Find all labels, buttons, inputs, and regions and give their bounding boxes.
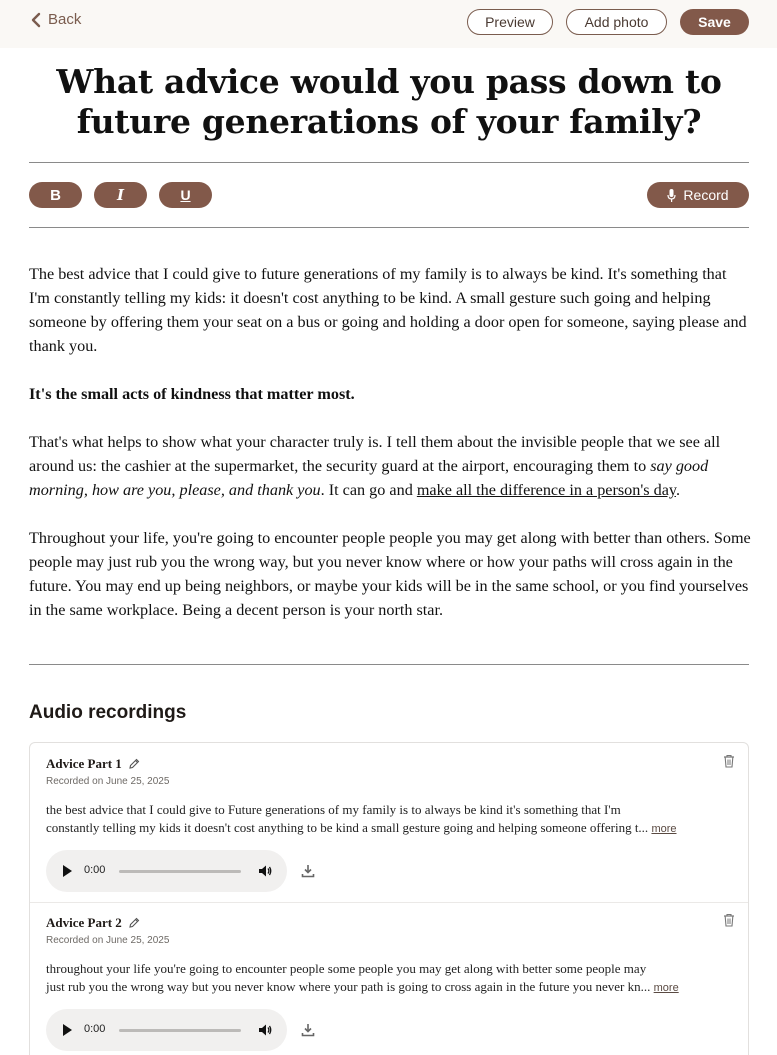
preview-button[interactable]: Preview — [467, 9, 553, 35]
progress-track[interactable] — [119, 1029, 241, 1032]
paragraph-bold: It's the small acts of kindness that matter most. — [29, 385, 355, 403]
download-icon[interactable] — [301, 864, 315, 878]
page-title: What advice would you pass down to future generations of your family? — [56, 62, 722, 141]
audio-section-title: Audio recordings — [29, 702, 187, 723]
text-run: That's what helps to show what your character truly is. I tell them about the invisible people that we see all around us: the cashier at the supermarket, the security guard at the airport, encouraging them to — [29, 433, 721, 475]
playback-time: 0:00 — [84, 1023, 106, 1035]
progress-track[interactable] — [119, 870, 241, 873]
underline-button[interactable]: U — [159, 182, 212, 208]
paragraph — [29, 430, 751, 502]
record-label: Record — [683, 187, 729, 203]
bold-button[interactable]: B — [29, 182, 82, 208]
divider — [29, 664, 749, 665]
add-photo-button[interactable]: Add photo — [566, 9, 667, 35]
recording-date: Recorded on June 25, 2025 — [46, 935, 170, 946]
underlined-text: make all the difference in a person's day — [416, 481, 676, 499]
text-run: . It can go and — [320, 481, 417, 499]
more-link[interactable]: more — [653, 982, 679, 994]
paragraph: The best advice that I could give to future generations of my family is to always be kind. It's something that I'm constantly telling my kids: it doesn't cost anything to be kind. A small gesture such going and helping someone by offering them your seat on a bus or going and holding a door open for someone, saying please and thank you. — [29, 265, 747, 355]
transcript-line: the best advice that I could give to Future generations of my family is to always be kind it's something that I'm — [46, 802, 621, 817]
recording-title: Advice Part 2 — [46, 915, 122, 930]
transcript-text: just rub you the wrong way but you never know where your path is going to cross again in the future you never kn... — [46, 979, 651, 994]
volume-icon[interactable] — [258, 864, 272, 878]
recording-name — [46, 915, 140, 931]
transcript-line: throughout your life you're going to encounter people some people you may get along with better some people may — [46, 961, 647, 976]
paragraph: Throughout your life, you're going to encounter people people you may get along with better than others. Some people may just rub you the wrong way, but you never know where or how your paths will cross again in the future. You may end up being neighbors, or maybe your kids will be in the same school, or you find yourselves in the same workplace. Being a decent person is your north star. — [29, 529, 751, 619]
italic-button[interactable]: I — [94, 182, 147, 208]
pencil-icon[interactable] — [128, 758, 140, 770]
transcript-line — [46, 978, 736, 997]
trash-icon[interactable] — [723, 754, 735, 768]
divider — [30, 902, 749, 903]
recording-name — [46, 756, 140, 772]
text-run: . — [675, 481, 681, 499]
audio-player — [46, 850, 287, 892]
italic-text: say good morning, how are you, please, and thank you — [29, 457, 709, 499]
top-bar — [0, 0, 777, 48]
record-button[interactable] — [647, 182, 749, 208]
chevron-left-icon — [30, 12, 42, 28]
transcript-line — [46, 819, 736, 838]
transcript-text: constantly telling my kids it doesn't cost anything to be kind a small gesture going and helping someone offering t... — [46, 820, 649, 835]
playback-time: 0:00 — [84, 864, 106, 876]
divider — [29, 162, 749, 163]
pencil-icon[interactable] — [128, 917, 140, 929]
play-icon[interactable] — [63, 865, 72, 877]
back-label: Back — [48, 11, 82, 28]
recording-date: Recorded on June 25, 2025 — [46, 776, 170, 787]
recording-transcript — [46, 801, 736, 838]
more-link[interactable]: more — [651, 823, 677, 835]
audio-player — [46, 1009, 287, 1051]
save-button[interactable]: Save — [680, 9, 749, 35]
download-icon[interactable] — [301, 1023, 315, 1037]
recordings-list — [29, 742, 749, 1055]
story-editor[interactable] — [29, 262, 751, 646]
recording-transcript — [46, 960, 736, 997]
trash-icon[interactable] — [723, 913, 735, 927]
play-icon[interactable] — [63, 1024, 72, 1036]
microphone-icon — [667, 189, 676, 202]
recording-title: Advice Part 1 — [46, 756, 122, 771]
back-button[interactable] — [30, 11, 81, 28]
divider — [29, 227, 749, 228]
volume-icon[interactable] — [258, 1023, 272, 1037]
